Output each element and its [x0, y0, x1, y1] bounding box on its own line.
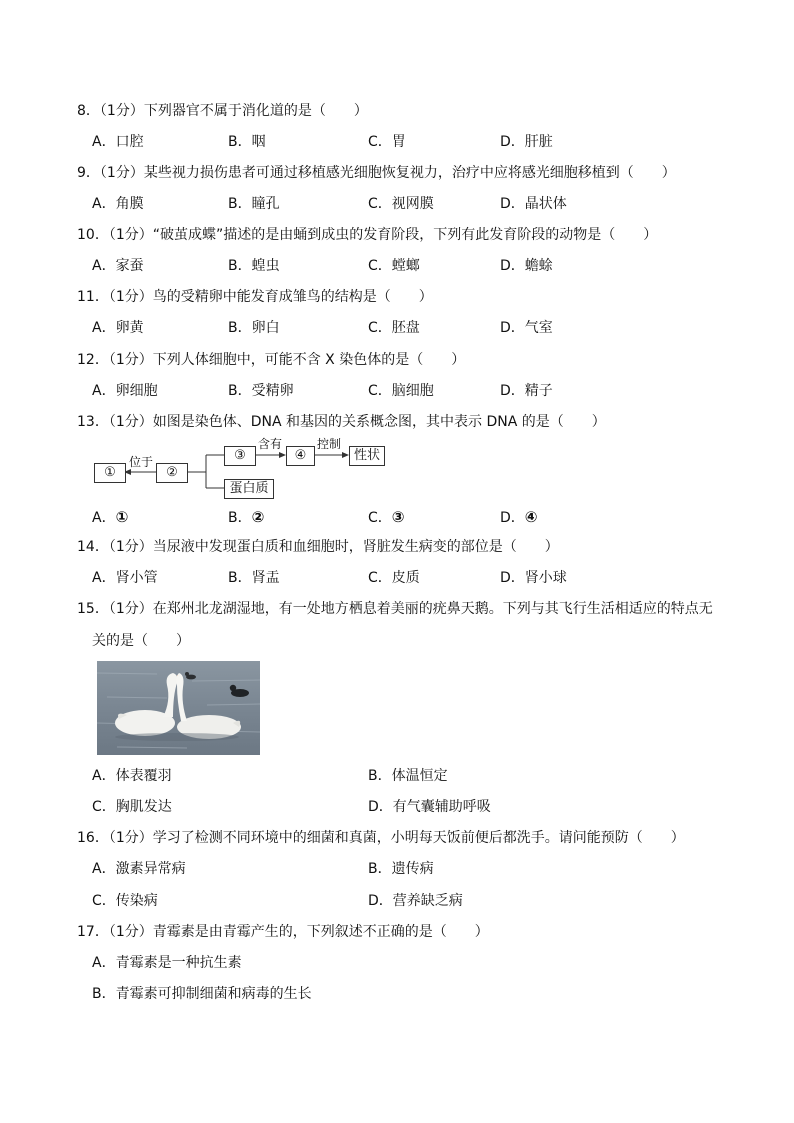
q9-option-a[interactable]: A．角膜 — [92, 196, 144, 212]
question-16-stem: 16．（1分）学习了检测不同环境中的细菌和真菌，小明每天饭前便后都洗手。请问能预防（ ） — [77, 830, 685, 846]
q17-option-a[interactable]: A．青霉素是一种抗生素 — [92, 955, 242, 971]
circled-number-4: ④ — [524, 508, 538, 526]
swan-image — [97, 661, 260, 755]
circled-number-1: ① — [115, 508, 129, 526]
q14-option-d[interactable]: D．肾小球 — [500, 570, 567, 586]
q12-option-a[interactable]: A．卵细胞 — [92, 383, 158, 399]
q12-option-d[interactable]: D．精子 — [500, 383, 553, 399]
diagram-box-protein: 蛋白质 — [224, 479, 274, 499]
q14-option-a[interactable]: A．肾小管 — [92, 570, 158, 586]
diagram-label-contains: 含有 — [258, 437, 283, 451]
question-8-stem: 8．（1分）下列器官不属于消化道的是（ ） — [77, 103, 368, 119]
q11-option-b[interactable]: B．卵白 — [228, 320, 280, 336]
diagram-label-controls: 控制 — [317, 437, 342, 451]
question-14-stem: 14．（1分）当尿液中发现蛋白质和血细胞时，肾脏发生病变的部位是（ ） — [77, 539, 559, 555]
q12-option-c[interactable]: C．脑细胞 — [368, 383, 434, 399]
diagram-box-3: ③ — [224, 446, 256, 466]
q8-option-d[interactable]: D．肝脏 — [500, 134, 553, 150]
q16-option-b[interactable]: B．遗传病 — [368, 861, 434, 877]
question-9-stem: 9．（1分）某些视力损伤患者可通过移植感光细胞恢复视力，治疗中应将感光细胞移植到（ ） — [77, 165, 676, 181]
q15-option-b[interactable]: B．体温恒定 — [368, 768, 448, 784]
q14-option-c[interactable]: C．皮质 — [368, 570, 420, 586]
question-12-stem: 12．（1分）下列人体细胞中，可能不含 X 染色体的是（ ） — [77, 352, 466, 368]
q16-option-d[interactable]: D．营养缺乏病 — [368, 893, 463, 909]
q15-option-a[interactable]: A．体表覆羽 — [92, 768, 172, 784]
q16-option-a[interactable]: A．激素异常病 — [92, 861, 186, 877]
q9-option-c[interactable]: C．视网膜 — [368, 196, 434, 212]
diagram-label-located-in: 位于 — [129, 455, 154, 469]
q13-option-b[interactable]: B．② — [228, 508, 265, 526]
q11-option-a[interactable]: A．卵黄 — [92, 320, 144, 336]
q15-option-d[interactable]: D．有气囊辅助呼吸 — [368, 799, 491, 815]
q16-option-c[interactable]: C．传染病 — [92, 893, 158, 909]
question-13-stem: 13．（1分）如图是染色体、DNA 和基因的关系概念图，其中表示 DNA 的是（ ） — [77, 414, 606, 430]
q8-option-b[interactable]: B．咽 — [228, 134, 266, 150]
diagram-box-2: ② — [156, 463, 188, 483]
q11-option-c[interactable]: C．胚盘 — [368, 320, 420, 336]
q15-option-c[interactable]: C．胸肌发达 — [92, 799, 172, 815]
circled-number-3: ③ — [391, 508, 405, 526]
diagram-box-1: ① — [94, 463, 126, 483]
question-11-stem: 11．（1分）鸟的受精卵中能发育成雏鸟的结构是（ ） — [77, 289, 433, 305]
diagram-box-trait: 性状 — [349, 446, 385, 466]
q10-option-d[interactable]: D．蟾蜍 — [500, 258, 553, 274]
diagram-box-4: ④ — [286, 446, 315, 466]
q11-option-d[interactable]: D．气室 — [500, 320, 553, 336]
q17-option-b[interactable]: B．青霉素可抑制细菌和病毒的生长 — [92, 986, 312, 1002]
q8-option-a[interactable]: A．口腔 — [92, 134, 144, 150]
q9-option-d[interactable]: D．晶状体 — [500, 196, 567, 212]
swan-photo — [97, 661, 260, 755]
q13-option-c[interactable]: C．③ — [368, 508, 405, 526]
q9-option-b[interactable]: B．瞳孔 — [228, 196, 280, 212]
q14-option-b[interactable]: B．肾盂 — [228, 570, 280, 586]
question-15-stem-line1: 15．（1分）在郑州北龙湖湿地，有一处地方栖息着美丽的疣鼻天鹅。下列与其飞行生活相适应的特点无 — [77, 601, 713, 617]
q12-option-b[interactable]: B．受精卵 — [228, 383, 294, 399]
q13-option-a[interactable]: A．① — [92, 508, 129, 526]
q8-option-c[interactable]: C．胃 — [368, 134, 406, 150]
circled-number-2: ② — [251, 508, 265, 526]
q10-option-a[interactable]: A．家蚕 — [92, 258, 144, 274]
q10-option-c[interactable]: C．螳螂 — [368, 258, 420, 274]
question-15-stem-line2: 关的是（ ） — [92, 633, 190, 649]
question-10-stem: 10．（1分）“破茧成蝶”描述的是由蛹到成虫的发育阶段，下列有此发育阶段的动物是（ ） — [77, 227, 658, 243]
q13-option-d[interactable]: D．④ — [500, 508, 538, 526]
chromosome-dna-gene-diagram — [92, 437, 392, 502]
q10-option-b[interactable]: B．蝗虫 — [228, 258, 280, 274]
question-17-stem: 17．（1分）青霉素是由青霉产生的，下列叙述不正确的是（ ） — [77, 924, 489, 940]
